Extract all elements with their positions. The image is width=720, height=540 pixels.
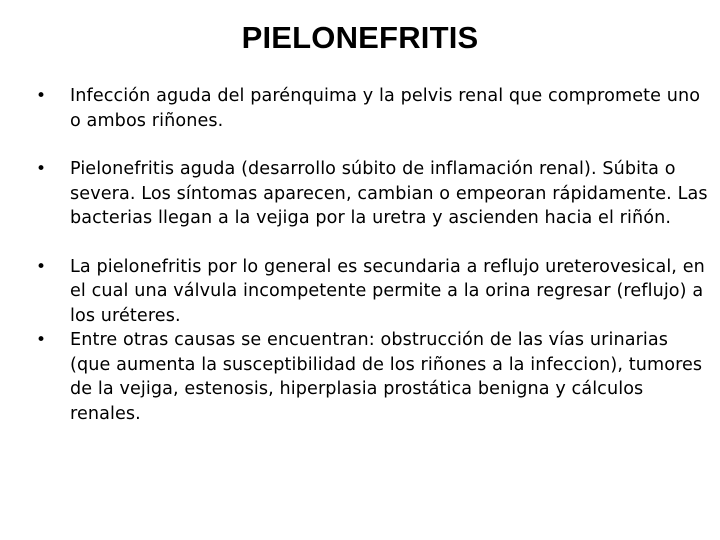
bullet-item-2 — [36, 157, 708, 231]
bullet-item-4 — [36, 328, 708, 426]
bullet-text: La pielonefritis por lo general es secundaria a reflujo ureterovesical, en el cual una válvula incompetente permite a la orina regresar (reflujo) a los uréteres. — [70, 256, 705, 326]
bullet-list — [36, 84, 708, 426]
bullet-item-1 — [36, 84, 708, 133]
bullet-text: Infección aguda del parénquima y la pelvis renal que compromete uno o ambos riñones. — [70, 86, 701, 131]
bullet-item-3 — [36, 255, 708, 329]
bullet-marker: • — [36, 159, 47, 179]
slide-title: PIELONEFRITIS — [241, 20, 479, 55]
bullet-text: Pielonefritis aguda (desarrollo súbito de inflamación renal). Súbita o severa. Los síntomas aparecen, cambian o empeoran rápidamente. Las bacterias llegan a la vejiga por la uretra y ascienden hacia el riñón. — [70, 159, 708, 228]
bullet-marker: • — [36, 86, 47, 106]
bullet-marker: • — [36, 256, 47, 277]
bullet-text: Entre otras causas se encuentran: obstrucción de las vías urinarias (que aumenta la susceptibilidad de los riñones a la infeccion), tumores de la vejiga, estenosis, hiperplasia prostática benigna y cálculos renales. — [70, 330, 703, 424]
bullet-marker: • — [36, 330, 47, 350]
